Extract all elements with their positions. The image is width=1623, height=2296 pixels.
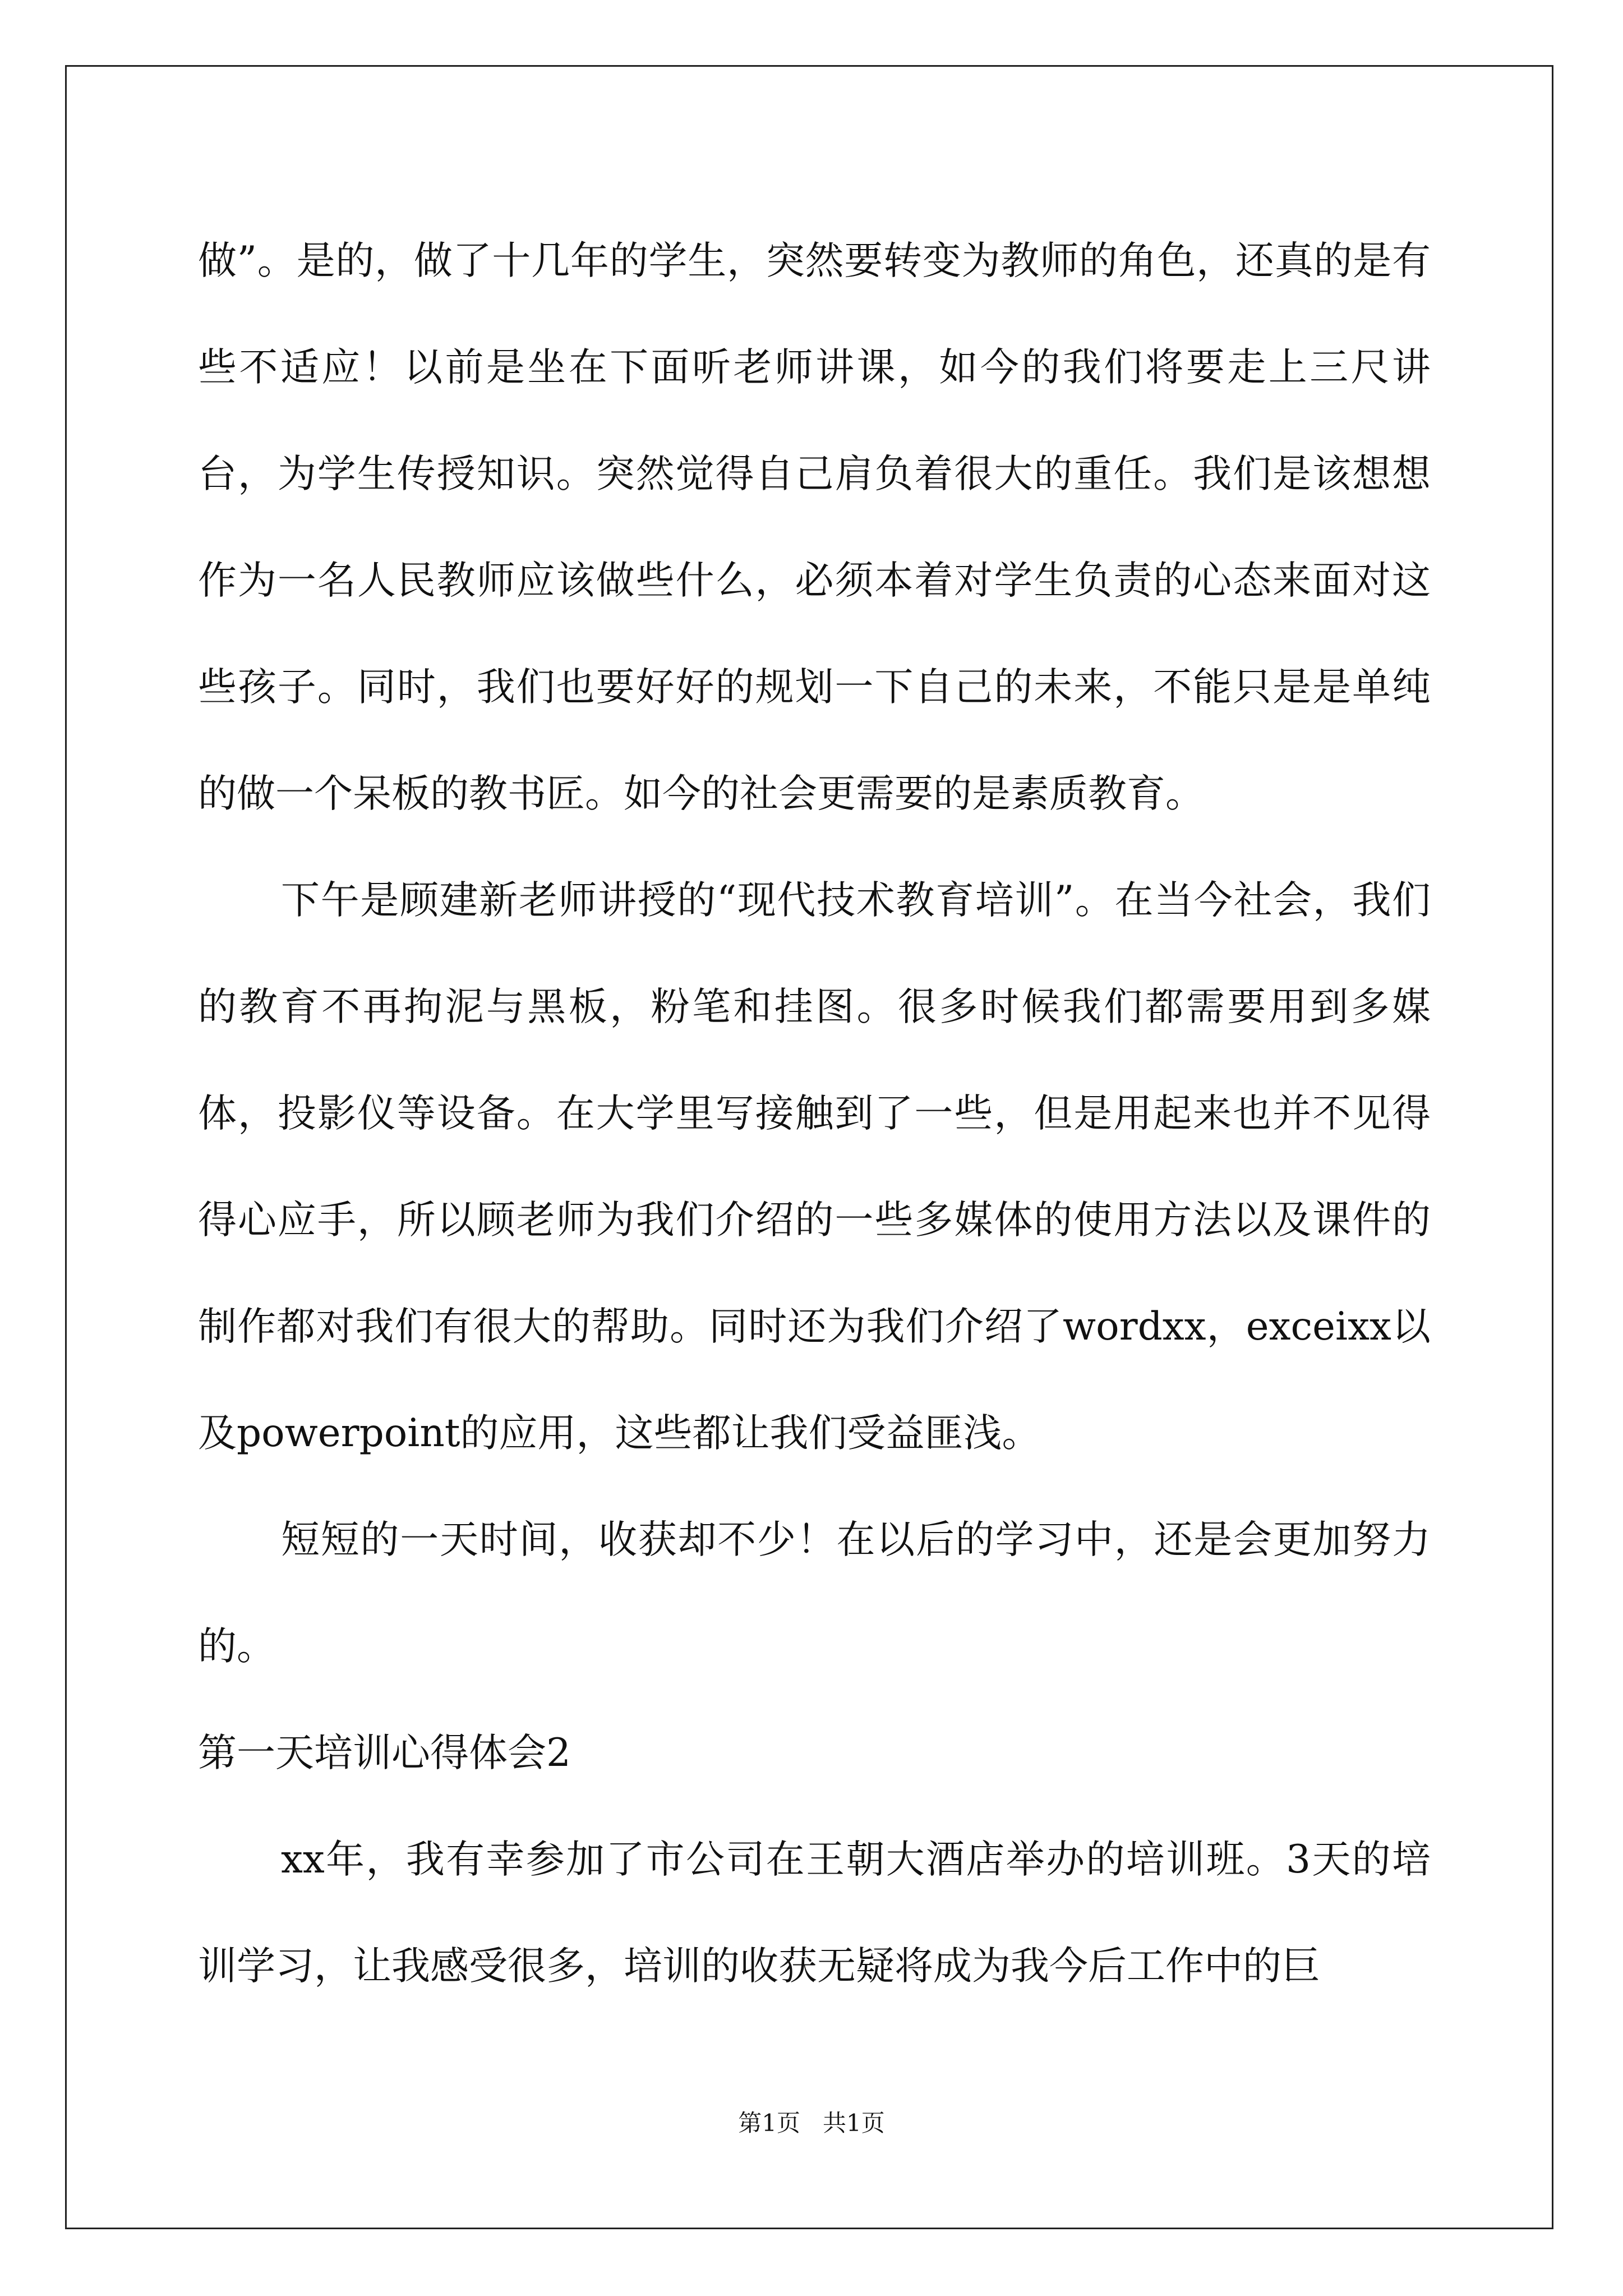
paragraph-afternoon-training: 下午是顾建新老师讲授的“现代技术教育培训”。在当今社会，我们的教育不再拘泥与黑板，粉笔和挂图。很多时候我们都需要用到多媒体，投影仪等设备。在大学里写接触到了一些，但是用起来也并不见得得心应手，所以顾老师为我们介绍的一些多媒体的使用方法以及课件的制作都对我们有很大的帮助。同时还为我们介绍了wordxx，exceixx以及powerpoint的应用，这些都让我们受益匪浅。 [198, 878, 1431, 1456]
paragraph-summary: 短短的一天时间，收获却不少！在以后的学习中，还是会更加努力的。 [198, 1517, 1431, 1669]
section-heading: 第一天培训心得体会2 [198, 1731, 571, 1775]
document-body [198, 208, 1431, 2019]
page-number-current: 第1页 [738, 2109, 800, 2137]
page-number-total: 共1页 [823, 2109, 885, 2137]
page-footer [0, 2106, 1623, 2140]
paragraph-continuation: 做”。是的，做了十几年的学生，突然要转变为教师的角色，还真的是有些不适应！以前是坐在下面听老师讲课，如今的我们将要走上三尺讲台，为学生传授知识。突然觉得自己肩负着很大的重任。我们是该想想作为一名人民教师应该做些什么，必须本着对学生负责的心态来面对这些孩子。同时，我们也要好好的规划一下自己的未来，不能只是是单纯的做一个呆板的教书匠。如今的社会更需要的是素质教育。 [198, 238, 1431, 816]
paragraph-second-essay-intro: xx年，我有幸参加了市公司在王朝大酒店举办的培训班。3天的培训学习，让我感受很多，培训的收获无疑将成为我今后工作中的巨 [198, 1837, 1431, 1989]
